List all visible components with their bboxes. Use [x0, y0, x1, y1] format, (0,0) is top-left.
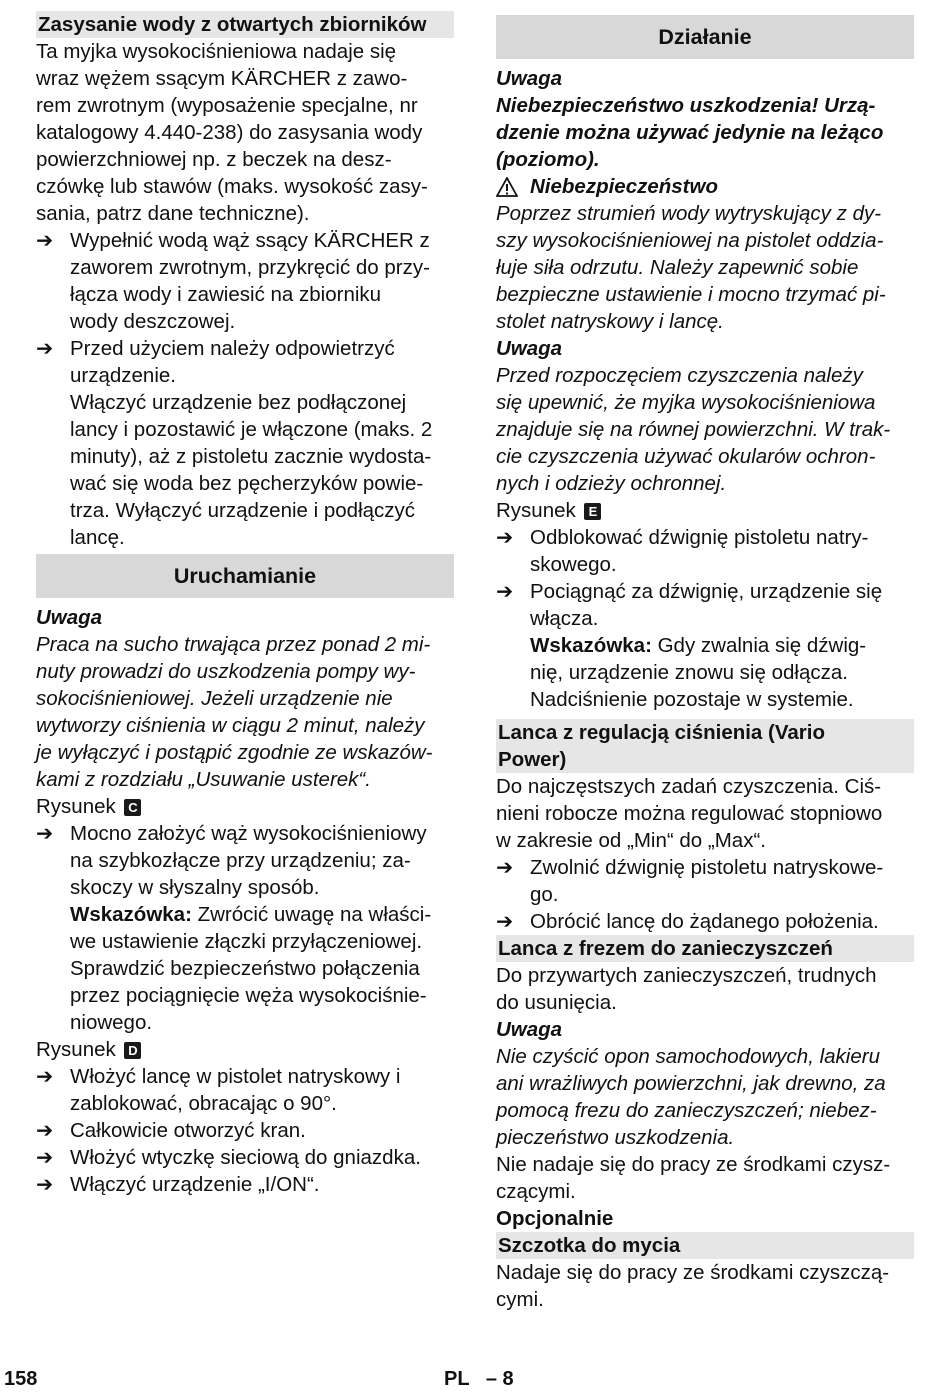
hint-c — [36, 901, 454, 1036]
text-line: nych i odzieży ochronnej. — [496, 472, 727, 495]
text-line: znajduje się na równej powierzchni. W trak- — [496, 418, 891, 441]
text-line: Włączyć urządzenie „I/ON“. — [70, 1173, 320, 1196]
arrow-icon: ➔ — [496, 856, 514, 879]
danger-label: Niebezpieczeństwo — [530, 175, 718, 198]
note-label: Uwaga — [496, 1018, 563, 1041]
text-line: Przed rozpoczęciem czyszczenia należy — [496, 364, 863, 387]
heading-wash-brush: Szczotka do mycia — [496, 1232, 914, 1259]
text-line: skoczy w słyszalny sposób. — [70, 876, 320, 899]
heading-dirt-blaster: Lanca z frezem do zanieczyszczeń — [496, 935, 914, 962]
arrow-icon: ➔ — [496, 580, 514, 603]
section-heading-start: Uruchamianie — [36, 554, 454, 598]
text-line: sokociśnieniowej. Jeżeli urządzenie nie — [36, 687, 393, 710]
text-line: Nadciśnienie pozostaje w systemie. — [530, 688, 854, 711]
text-line: Lanca z regulacją ciśnienia (Vario — [498, 721, 825, 744]
text-line: lancę. — [70, 526, 125, 549]
figure-label: Rysunek — [496, 499, 576, 522]
text-line: Wypełnić wodą wąż ssący KÄRCHER z — [70, 229, 430, 252]
step-unlock-lever — [496, 524, 914, 578]
note-surface — [496, 362, 914, 497]
text-line: czącymi. — [496, 1180, 576, 1203]
text-line: pieczeństwo uszkodzenia. — [496, 1126, 735, 1149]
text-line: w zakresie od „Min“ do „Max“. — [496, 829, 766, 852]
hint-e — [496, 632, 914, 713]
right-column — [496, 11, 914, 1313]
text-line: Do przywartych zanieczyszczeń, trudnych — [496, 964, 877, 987]
text-line: go. — [530, 883, 559, 906]
text-line: bezpieczne ustawienie i mocno trzymać pi- — [496, 283, 886, 306]
text-line: Zwolnić dźwignię pistoletu natryskowe- — [530, 856, 884, 879]
text-line: Praca na sucho trwająca przez ponad 2 mi- — [36, 633, 431, 656]
text-line: (poziomo). — [496, 148, 600, 171]
text-line: nię, urządzenie znowu się odłącza. — [530, 661, 848, 684]
text-line: włącza. — [530, 607, 599, 630]
text-line: sania, patrz dane techniczne). — [36, 202, 310, 225]
text-line: Mocno założyć wąż wysokociśnieniowy — [70, 822, 427, 845]
figure-letter-e: E — [584, 503, 601, 520]
section-heading-operation: Działanie — [496, 15, 914, 59]
text-line: Sprawdzić bezpieczeństwo połączenia — [70, 957, 420, 980]
text-line: Włożyć lancę w pistolet natryskowy i — [70, 1065, 401, 1088]
text-line: przez pociągnięcie węża wysokociśnie- — [70, 984, 427, 1007]
text-line: Niebezpieczeństwo uszkodzenia! Urzą- — [496, 94, 876, 117]
text-line: Gdy zwalnia się dźwig- — [657, 634, 867, 657]
text-line: stolet natryskowy i lancę. — [496, 310, 724, 333]
text-line: Całkowicie otworzyć kran. — [70, 1119, 306, 1142]
text-line: wody deszczowej. — [70, 310, 236, 333]
note-dry-run — [36, 631, 454, 793]
danger-heading — [496, 173, 914, 200]
arrow-icon: ➔ — [36, 1146, 54, 1169]
suction-paragraph — [36, 38, 454, 227]
text-line: wraz wężem ssącym KÄRCHER z zawo- — [36, 67, 408, 90]
text-line: na szybkozłącze przy urządzeniu; za- — [70, 849, 411, 872]
text-line: Obrócić lancę do żądanego położenia. — [530, 910, 879, 933]
step-vent-device — [36, 335, 454, 551]
brush-paragraph — [496, 1259, 914, 1313]
text-line: Poprzez strumień wody wytryskujący z dy- — [496, 202, 882, 225]
warning-triangle-icon — [496, 177, 518, 197]
text-line: szy wysokociśnieniowej na pistolet oddzia- — [496, 229, 884, 252]
figure-ref-c — [36, 793, 454, 820]
figure-ref-e — [496, 497, 914, 524]
figure-label: Rysunek — [36, 795, 116, 818]
arrow-icon: ➔ — [36, 229, 54, 252]
step-rotate-lance — [496, 908, 914, 935]
arrow-icon: ➔ — [496, 526, 514, 549]
figure-label: Rysunek — [36, 1038, 116, 1061]
text-line: rem zwrotnym (wyposażenie specjalne, nr — [36, 94, 418, 117]
arrow-icon: ➔ — [36, 1119, 54, 1142]
note-damage — [496, 92, 914, 173]
text-line: Pociągnąć za dźwignię, urządzenie się — [530, 580, 883, 603]
text-line: czówkę lub stawów (maks. wysokość zasy- — [36, 175, 428, 198]
rotor-paragraph — [496, 962, 914, 1016]
text-line: Przed użyciem należy odpowietrzyć — [70, 337, 395, 360]
step-release-lever — [496, 854, 914, 908]
note-label: Uwaga — [36, 606, 103, 629]
text-line: dzenie można używać jedynie na leżąco — [496, 121, 884, 144]
step-pull-lever — [496, 578, 914, 632]
text-line: zablokować, obracając o 90°. — [70, 1092, 337, 1115]
arrow-icon: ➔ — [36, 337, 54, 360]
text-line: je wyłączyć i postąpić zgodnie ze wskazów- — [36, 741, 433, 764]
step-insert-lance — [36, 1063, 454, 1117]
note-label: Uwaga — [496, 337, 563, 360]
text-line: Zwrócić uwagę na właści- — [197, 903, 432, 926]
figure-letter-c: C — [124, 799, 141, 816]
vario-paragraph — [496, 773, 914, 854]
heading-optional: Opcjonalnie — [496, 1207, 614, 1230]
text-line: Power) — [498, 748, 567, 771]
arrow-icon: ➔ — [36, 822, 54, 845]
hint-label: Wskazówka: — [70, 903, 192, 926]
text-line: niowego. — [70, 1011, 153, 1034]
text-line: Do najczęstszych zadań czyszczenia. Ciś- — [496, 775, 882, 798]
figure-letter-d: D — [124, 1042, 141, 1059]
hint-label: Wskazówka: — [530, 634, 652, 657]
text-line: cymi. — [496, 1288, 544, 1311]
step-switch-on — [36, 1171, 454, 1198]
rotor-detergent-paragraph — [496, 1151, 914, 1205]
text-line: we ustawienie złączki przyłączeniowej. — [70, 930, 423, 953]
text-line: nuty prowadzi do uszkodzenia pompy wy- — [36, 660, 416, 683]
text-line: do usunięcia. — [496, 991, 617, 1014]
step-connect-hose — [36, 820, 454, 901]
text-line: cie czyszczenia używać okularów ochron- — [496, 445, 876, 468]
page-code: PL – 8 — [444, 1368, 514, 1390]
text-line: wytworzy ciśnienia w ciągu 2 minut, należy — [36, 714, 425, 737]
text-line: Włączyć urządzenie bez podłączonej — [70, 391, 407, 414]
text-line: Ta myjka wysokociśnieniowa nadaje się — [36, 40, 397, 63]
arrow-icon: ➔ — [36, 1065, 54, 1088]
step-plug-in — [36, 1144, 454, 1171]
step-open-tap — [36, 1117, 454, 1144]
note-surfaces — [496, 1043, 914, 1151]
text-line: urządzenie. — [70, 364, 176, 387]
arrow-icon: ➔ — [36, 1173, 54, 1196]
text-line: Nadaje się do pracy ze środkami czyszczą- — [496, 1261, 890, 1284]
heading-suction: Zasysanie wody z otwartych zbiorników — [36, 11, 454, 38]
text-line: Nie czyścić opon samochodowych, lakieru — [496, 1045, 880, 1068]
text-line: łuje siła odrzutu. Należy zapewnić sobie — [496, 256, 859, 279]
text-line: Odblokować dźwignię pistoletu natry- — [530, 526, 869, 549]
text-line: skowego. — [530, 553, 617, 576]
text-line: łącza wody i zawiesić na zbiorniku — [70, 283, 382, 306]
text-line: trza. Wyłączyć urządzenie i podłączyć — [70, 499, 416, 522]
figure-ref-d — [36, 1036, 454, 1063]
text-line: nieni robocze można regulować stopniowo — [496, 802, 883, 825]
text-line: pomocą frezu do zanieczyszczeń; niebez- — [496, 1099, 877, 1122]
left-column — [36, 11, 454, 1198]
danger-text — [496, 200, 914, 335]
step-fill-hose — [36, 227, 454, 335]
text-line: Nie nadaje się do pracy ze środkami czysz- — [496, 1153, 891, 1176]
heading-vario-power — [496, 719, 914, 773]
text-line: wać się woda bez pęcherzyków powie- — [70, 472, 424, 495]
text-line: ani wrażliwych powierzchni, jak drewno, za — [496, 1072, 886, 1095]
text-line: minuty), aż z pistoletu zacznie wydosta- — [70, 445, 432, 468]
text-line: powierzchniowej np. z beczek na desz- — [36, 148, 392, 171]
note-label: Uwaga — [496, 67, 563, 90]
page-number: 158 — [4, 1368, 38, 1390]
text-line: się upewnić, że myjka wysokociśnieniowa — [496, 391, 876, 414]
text-line: katalogowy 4.440-238) do zasysania wody — [36, 121, 423, 144]
text-line: kami z rozdziału „Usuwanie usterek“. — [36, 768, 371, 791]
text-line: zaworem zwrotnym, przykręcić do przy- — [70, 256, 430, 279]
text-line: lancy i pozostawić je włączone (maks. 2 — [70, 418, 433, 441]
text-line: Włożyć wtyczkę sieciową do gniazdka. — [70, 1146, 421, 1169]
arrow-icon: ➔ — [496, 910, 514, 933]
